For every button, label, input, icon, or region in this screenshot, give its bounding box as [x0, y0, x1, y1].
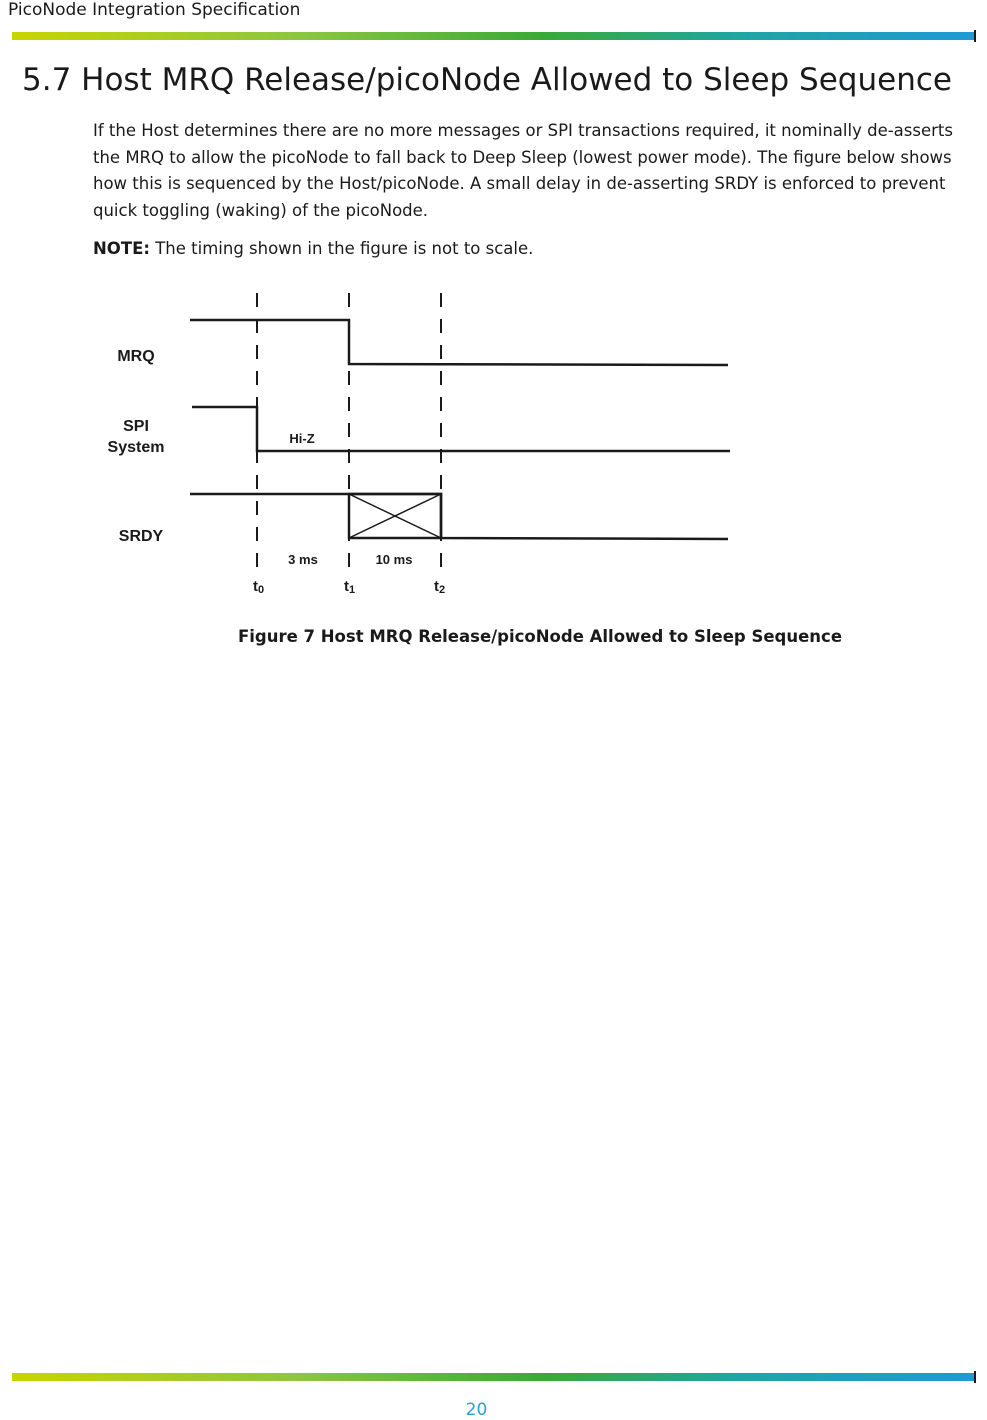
hiz-label: Hi-Z — [289, 431, 315, 446]
srdy-label: SRDY — [118, 528, 164, 545]
t1-label: t1 — [344, 578, 356, 596]
page-number: 20 — [465, 1400, 488, 1420]
t2-label: t2 — [434, 578, 446, 596]
mrq-waveform — [190, 320, 728, 365]
note-text: The timing shown in the figure is not to scale. — [149, 239, 534, 258]
running-header: PicoNode Integration Specification — [8, 0, 301, 20]
interval-3ms-label: 3 ms — [288, 552, 318, 567]
note-paragraph — [93, 236, 963, 262]
body-paragraph: If the Host determines there are no more messages or SPI transactions required, it nominally de-asserts the MRQ to allow the picoNode to fall back to Deep Sleep (lowest power mode). The figure below shows how this is sequenced by the Host/picoNode. A small delay in de-asserting SRDY is enforced to prevent quick toggling (waking) of the picoNode. — [93, 121, 953, 220]
section-title: 5.7 Host MRQ Release/picoNode Allowed to Sleep Sequence — [22, 62, 952, 98]
t0-label: t0 — [253, 578, 265, 596]
timing-diagram — [90, 285, 750, 605]
spi-label: SPI — [123, 418, 149, 435]
header-gradient-rule — [12, 32, 974, 40]
mrq-label: MRQ — [117, 348, 155, 365]
footer-gradient-rule — [12, 1373, 974, 1381]
system-label: System — [107, 439, 165, 456]
note-label: NOTE: — [93, 239, 150, 258]
spi-waveform — [192, 407, 730, 451]
srdy-transition-box — [349, 494, 441, 538]
interval-10ms-label: 10 ms — [375, 552, 413, 567]
figure-caption: Figure 7 Host MRQ Release/picoNode Allowed to Sleep Sequence — [237, 627, 843, 646]
srdy-waveform — [190, 494, 728, 539]
